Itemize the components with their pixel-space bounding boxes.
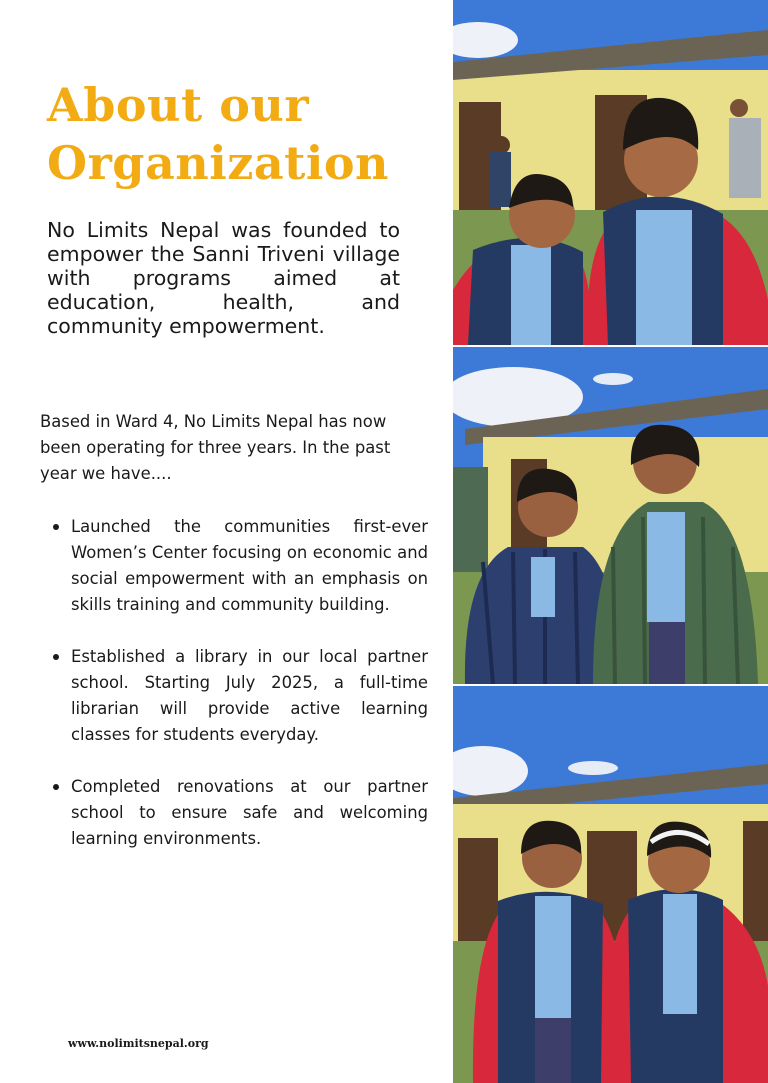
title-line-2: Organization [47, 136, 389, 190]
website-url[interactable]: www.nolimitsnepal.org [68, 1037, 209, 1050]
list-item [48, 644, 428, 748]
bullet-dot [53, 784, 59, 790]
intro-paragraph: No Limits Nepal was founded to empower the Sanni Triveni village with programs aimed at education, health, and community empowerment. [47, 218, 400, 338]
title-line-1: About our [47, 78, 310, 132]
achievements-list [48, 514, 428, 878]
bullet-text: Completed renovations at our partner school to ensure safe and welcoming learning environments. [71, 777, 428, 848]
list-item [48, 774, 428, 852]
page-title [47, 76, 447, 192]
lead-paragraph: Based in Ward 4, No Limits Nepal has now been operating for three years. In the past year we have.... [40, 412, 391, 483]
bullet-dot [53, 654, 59, 660]
photo-boys [453, 0, 768, 345]
bullet-text: Launched the communities first-ever Women’s Center focusing on economic and social empowerment with an emphasis on skills training and community building. [71, 517, 428, 614]
photo-column [453, 0, 768, 1083]
list-item [48, 514, 428, 618]
bullet-dot [53, 524, 59, 530]
photo-girls-green [453, 347, 768, 684]
bullet-text: Established a library in our local partner school. Starting July 2025, a full-time librarian will provide active learning classes for students everyday. [71, 647, 428, 744]
photo-girls-red [453, 686, 768, 1083]
